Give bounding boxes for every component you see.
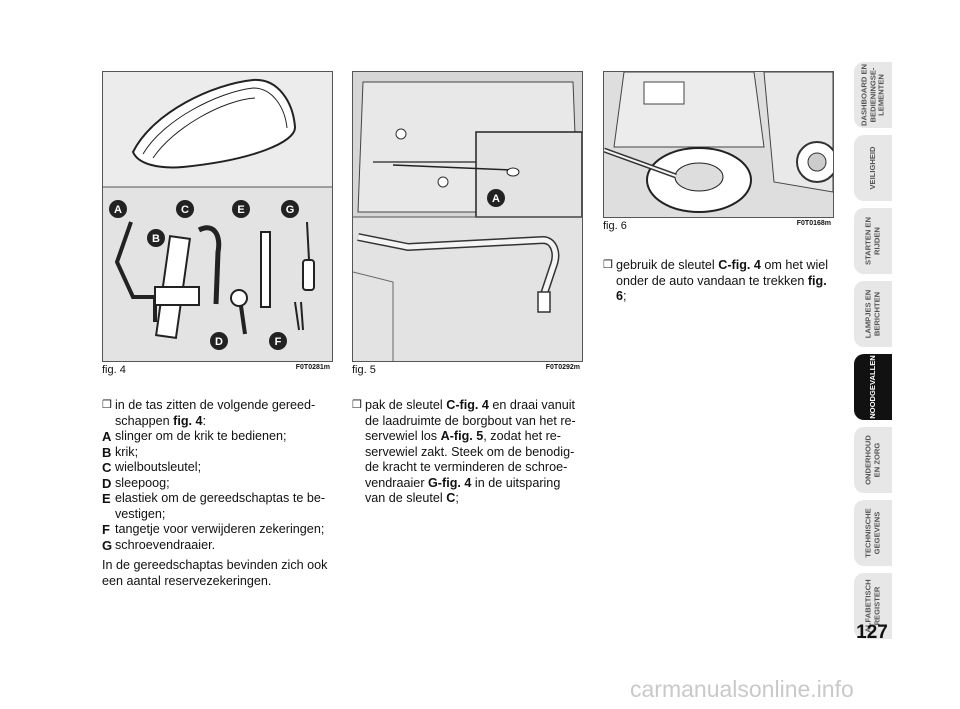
fig4-label-g (281, 200, 299, 218)
tab-onderhoud[interactable]: ONDERHOUD EN ZORG (854, 427, 892, 493)
tool-kit-illustration (103, 72, 332, 361)
figure-5-code: F0T0292m (545, 364, 580, 371)
tool-list-item: B krik; (102, 444, 139, 460)
pull-wheel-step: ❒ gebruik de sleutel C-fig. 4 om het wiel onder de auto vandaan te trekken fig. 6; (603, 258, 829, 303)
tool-list (102, 429, 332, 553)
tool-list-item: A slinger om de krik te bedienen; (102, 429, 287, 444)
cargo-area-illustration (353, 72, 582, 361)
tab-dashboard[interactable]: DASHBOARD EN BEDIENINGSE- LEMENTEN (854, 62, 892, 128)
fig4-label-f (269, 332, 287, 350)
svg-text:A: A (492, 193, 500, 205)
svg-text:F: F (274, 336, 282, 348)
tool-list-item: G schroevendraaier. (102, 537, 216, 553)
fig4-label-b (147, 229, 165, 247)
tab-starten[interactable]: STARTEN EN RIJDEN (854, 208, 892, 274)
tool-list-item: C wielboutsleutel; (102, 460, 202, 475)
svg-text:B: B (152, 233, 160, 245)
figure-4-code: F0T0281m (295, 364, 330, 371)
tool-bag-intro: ❒ in de tas zitten de volgende gereed-schappen fig. 4: (102, 398, 316, 428)
figure-5-caption: fig. 5 (352, 364, 376, 376)
tab-technische[interactable]: TECHNISCHE GEGEVENS (854, 500, 892, 566)
column-3 (603, 258, 835, 305)
column-1 (102, 398, 332, 589)
fuses-note: In de gereedschaptas bevinden zich ook een aantal reservezekeringen. (102, 558, 328, 588)
fig4-label-d (210, 332, 228, 350)
column-2 (352, 398, 584, 507)
fig4-label-a (109, 200, 127, 218)
tool-list-item: F tangetje voor verwijderen zekeringen; (102, 522, 325, 537)
figure-6-caption: fig. 6 (603, 220, 627, 232)
tab-lampjes[interactable]: LAMPJES EN BERICHTEN (854, 281, 892, 347)
bullet-icon: ❒ (352, 399, 362, 411)
fig5-label-a (487, 189, 505, 207)
loosen-bolt-step: ❒ pak de sleutel C-fig. 4 en draai vanuit de laadruimte de borgbout van het re-servewiel los A-fig. 5, zodat het re-servewiel zakt. Steek om de benodig-de kracht te verminderen de schroe-vendraaier G-fig. 4 in de uitsparing van de sleutel C; (352, 398, 576, 505)
svg-text:E: E (237, 204, 245, 216)
watermark: carmanualsonline.info (630, 676, 854, 702)
figure-5 (352, 71, 583, 362)
figure-4-caption: fig. 4 (102, 364, 126, 376)
figure-6-code: F0T0168m (796, 220, 831, 227)
tab-veiligheid[interactable]: VEILIGHEID (854, 135, 892, 201)
bullet-icon: ❒ (603, 259, 613, 271)
page-number: 127 (856, 622, 888, 643)
fig4-label-e (232, 200, 250, 218)
fig4-label-c (176, 200, 194, 218)
figure-4 (102, 71, 333, 362)
svg-text:G: G (285, 204, 295, 216)
svg-text:A: A (114, 204, 122, 216)
tab-noodgevallen[interactable]: NOODGEVALLEN (854, 354, 892, 420)
svg-text:D: D (215, 336, 223, 348)
bullet-icon: ❒ (102, 399, 112, 411)
spare-wheel-illustration (604, 72, 833, 217)
svg-text:C: C (181, 204, 189, 216)
tool-list-item: E elastiek om de gereedschaptas te be-vestigen; (102, 491, 326, 521)
tool-list-item: D sleepoog; (102, 475, 170, 491)
figure-6 (603, 71, 834, 218)
tab-alfabetisch[interactable]: ALFABETISCH REGISTER (854, 573, 892, 639)
